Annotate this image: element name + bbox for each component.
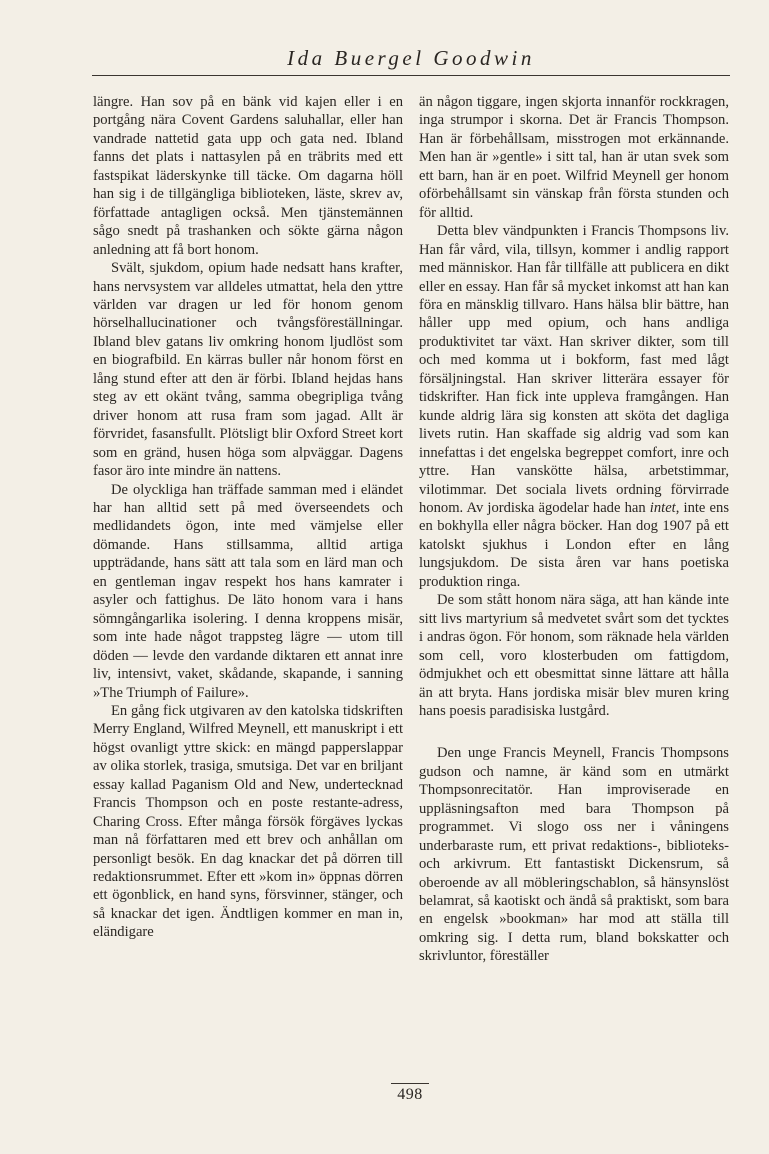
right-column — [419, 93, 729, 966]
paragraph: En gång fick utgivaren av den katolska tidskriften Merry England, Wilfred Meynell, ett manuskript i ett högst ovanligt yttre skick: en mängd papperslappar av olika storlek, trasiga, smutsiga. Det var en briljant essay kallad Paganism Old and New, undertecknad Francis Thompson och en poste restante-adress, Charing Cross. Efter många försök förgäves lyckas man nå författaren med ett brev och anhållan om personligt besök. En dag knackar det på dörren till redaktionsrummet. Efter ett »kom in» öppnas dörren ett ögonblick, en hand syns, försvinner, stänger, och så knackar det igen. Ändtligen kommer en man in, eländigare — [93, 702, 403, 941]
running-title: Ida Buergel Goodwin — [287, 46, 535, 70]
paragraph: De olyckliga han träffade samman med i eländet har han alltid sett på med överseendets och medlidandets ögon, inte med vämjelse eller dömande. Hans stillsamma, alltid artiga uppträdande, hans sätt att tala som en lärd man och en gentleman ingav respekt hos hans kamrater i asyler och fattighus. De läto honom vara i hans sömngångarlika isolering. I denna kroppens misär, som inte hade något trappsteg lägre — utom till döden — levde den vardande diktaren ett annat inre liv, intensivt, vaket, skådande, skapande, i sanning »The Triumph of Failure». — [93, 481, 403, 701]
italic-word: intet — [649, 499, 676, 516]
paragraph: De som stått honom nära säga, att han kände inte sitt livs martyrium så medvetet svårt som det tycktes i andras ögon. För honom, som räknade hela världen som cell, voro klosterbuden om fattigdom, ödmjukhet och ett obesmittat sinne lättare att hålla än att bryta. Hans jordiska misär blev muren kring hans poesis paradisiska lustgård. — [419, 592, 729, 719]
paragraph: längre. Han sov på en bänk vid kajen eller i en portgång nära Covent Gardens saluhallar, eller han vandrade nattetid gata upp och gata ned. Ibland fanns det plats i nattasylen på en träbrits med ett fastspikat läderskynke till täcke. Om dagarna höll han sig i de tillgängliga biblioteken, läste, skrev av, författade antagligen också. Men tjänstemännen sågo snedt på trashanken och sökte gärna någon anledning att få bort honom. — [93, 94, 403, 258]
footer-rule — [391, 1083, 429, 1084]
paragraph: Svält, sjukdom, opium hade nedsatt hans krafter, hans nervsystem var alldeles utmattat, hela den yttre världen var dragen ur led för honom genom hörselhallucinationer och tvångsföreställningar. Ibland blev gatans liv omkring honom ljudlöst som en biografbild. En kärras buller når honom först en lång stund efter att den är förbi. Ibland hejdas hans steg av ett okänt tvång, samma obegripliga tvång driver honom att rusa fram som jagad. Allt är förvridet, fasansfullt. Plötsligt blir Oxford Street kort som en gränd, husen höga som alpväggar. Dagens fasor äro inte mindre än nattens. — [93, 260, 403, 480]
left-column — [93, 93, 403, 942]
paragraph-text: , inte ens en bokhylla eller några böcker. Han dog 1907 på ett katolskt sjukhus i London efter en lång lungsjukdom. De sista åren var hans poetiska produktion ringa. — [419, 499, 729, 590]
page-number: 498 — [397, 1086, 423, 1103]
paragraph — [419, 222, 729, 591]
paragraph-text: Detta blev vändpunkten i Francis Thompsons liv. Han får vård, vila, tillsyn, kommer i andlig rapport med människor. Han får tillfälle att publicera en dikt eller en essay. Han får så mycket inkomst att han kan föra en mänsklig tillvaro. Hans hälsa blir bättre, han håller upp med opium, och hans andliga produktivitet tar växt. Han skriver dikter, som till och med komma ut i bokform, fast med lågt försäljningstal. Han skriver litterära essayer för tidskrifter. Han fick inte uppleva framgången. Han kunde aldrig lära sig konsten att sköta det dagliga livets rutin. Han skaffade sig aldrig vad som kan innefattas i det engelska begreppet comfort, inre och yttre. Han vanskötte hälsa, arbetstimmar, vilotimmar. Det sociala livets ordning förvirrade honom. Av jordiska ägodelar hade han — [419, 223, 729, 516]
paragraph: än någon tiggare, ingen skjorta innanför rockkragen, inga strumpor i skorna. Det är Francis Thompson. Han är förbehållsam, misstrogen mot erkännande. Men han är »gentle» i sitt tal, han är utan svek som ett barn, han är en poet. Wilfrid Meynell ger honom oförbehållsamt sin vänskap från första stunden och för alltid. — [419, 94, 729, 221]
header-rule — [92, 75, 730, 76]
paragraph: Den unge Francis Meynell, Francis Thompsons gudson och namne, är känd som en utmärkt Thompsonrecitatör. Han improviserade en uppläsningsafton med bara Thompson på programmet. Vi slogo oss ner i våningens underbaraste rum, ett privat redaktions-, biblioteks- och arkivrum. Ett fantastiskt Dickensrum, så oberoende av all möbleringschablon, så hänsynslöst belamrat, så kaotiskt och ändå så praktiskt, som bara en engelsk »bookman» har mod att ställa till omkring sig. I detta rum, bland bokskatter och skrivluntor, föreställer — [419, 745, 729, 965]
